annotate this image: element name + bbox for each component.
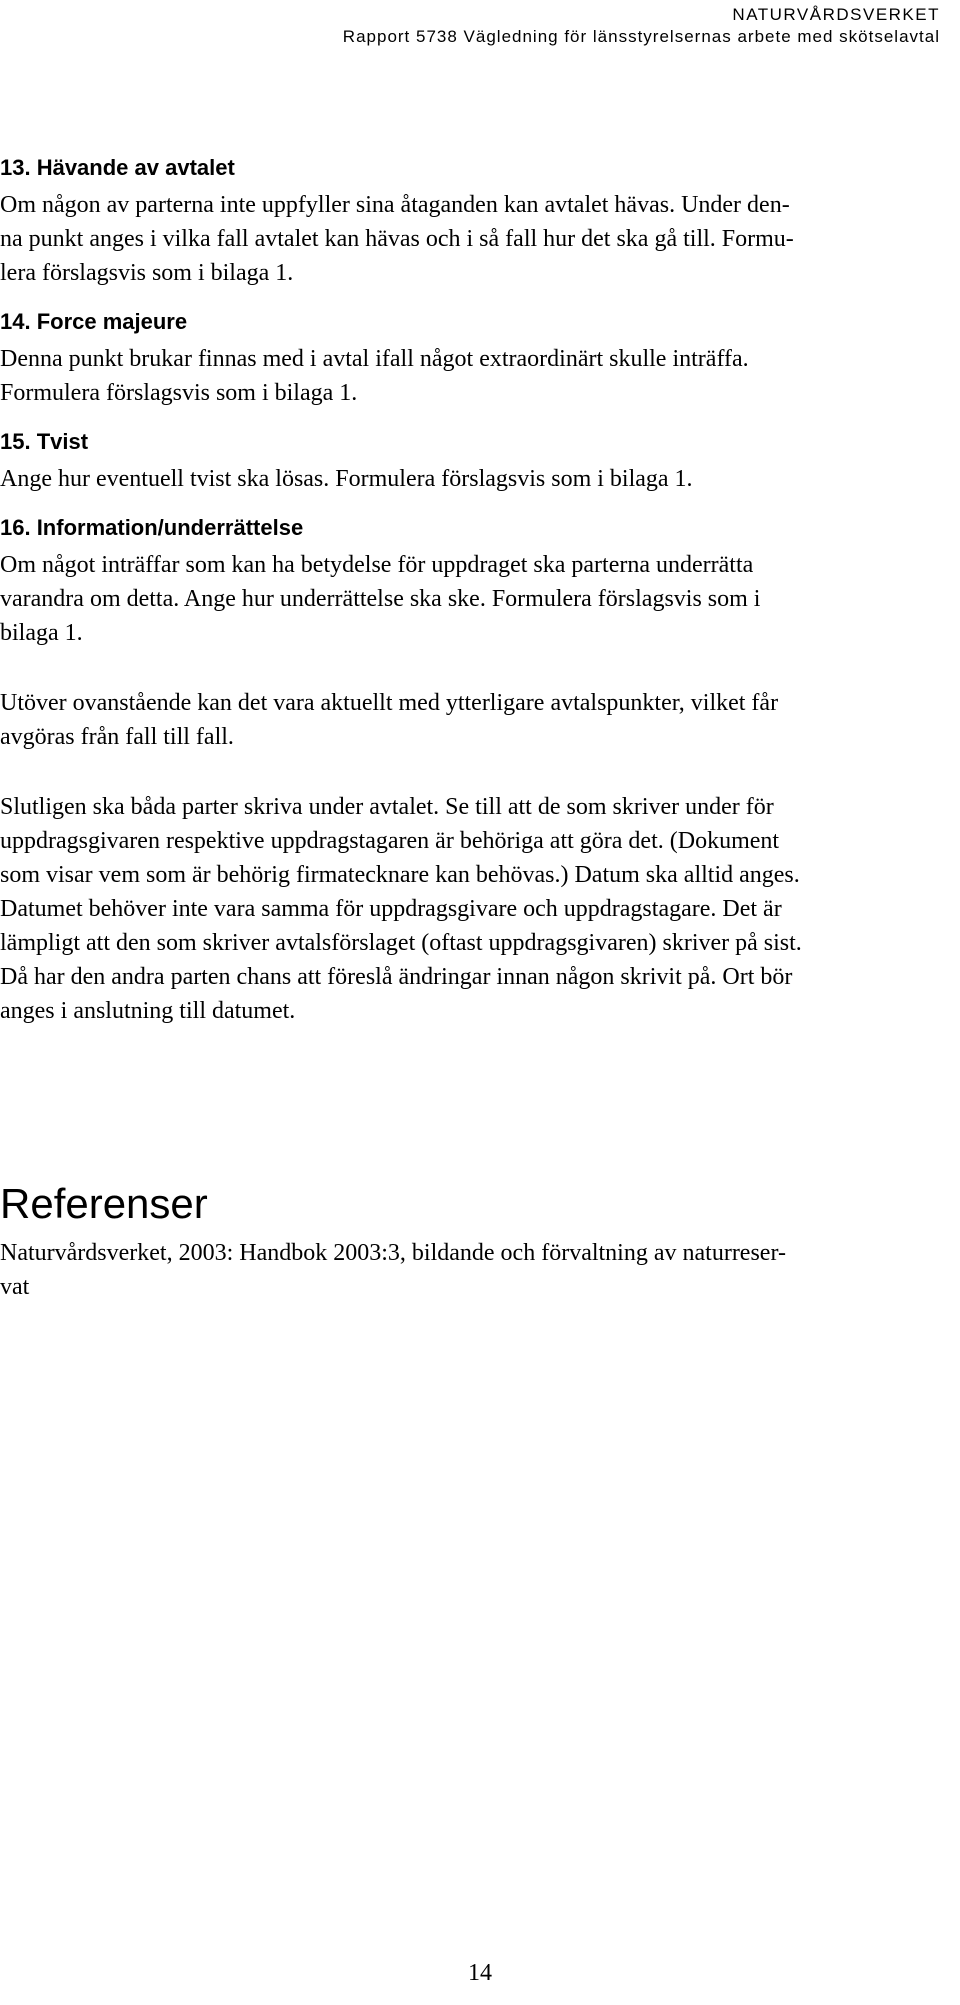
text-line: lämpligt att den som skriver avtalsförslaget (oftast uppdragsgivaren) skriver på sist. (0, 930, 802, 956)
paragraph-additional-terms (0, 686, 960, 754)
header-organization: NATURVÅRDSVERKET (732, 5, 940, 24)
section-heading: 14. Force majeure (0, 309, 188, 334)
header-report-title: Rapport 5738 Vägledning för länsstyrelsernas arbete med skötselavtal (342, 27, 940, 46)
page-number: 14 (468, 1960, 492, 1986)
text-line: Då har den andra parten chans att föreslå ändringar innan någon skrivit på. Ort bör (0, 964, 793, 990)
section-heading: 15. Tvist (0, 429, 89, 454)
section-tvist (0, 422, 960, 496)
section-body (0, 188, 960, 290)
text-line: uppdragsgivaren respektive uppdragstagaren är behöriga att göra det. (Dokument (0, 828, 780, 854)
text-line: Naturvårdsverket, 2003: Handbok 2003:3, bildande och förvaltning av naturreser- (0, 1240, 786, 1266)
text-line: Datumet behöver inte vara samma för uppdragsgivare och uppdragstagare. Det är (0, 896, 782, 922)
text-line: Denna punkt brukar finnas med i avtal ifall något extraordinärt skulle inträffa. (0, 346, 749, 372)
page-content (0, 148, 960, 1304)
references-title: Referenser (0, 1180, 208, 1227)
section-heading: 13. Hävande av avtalet (0, 155, 235, 180)
references-section (0, 1176, 960, 1304)
text-line: Ange hur eventuell tvist ska lösas. Formulera förslagsvis som i bilaga 1. (0, 466, 693, 492)
section-force-majeure (0, 302, 960, 410)
section-body (0, 462, 960, 496)
text-line: bilaga 1. (0, 620, 83, 646)
text-line: na punkt anges i vilka fall avtalet kan hävas och i så fall hur det ska gå till. Formu- (0, 226, 794, 252)
text-line: Om något inträffar som kan ha betydelse för uppdraget ska parterna underrätta (0, 552, 754, 578)
section-body (0, 342, 960, 410)
section-information (0, 508, 960, 650)
text-line: anges i anslutning till datumet. (0, 998, 296, 1024)
text-line: Utöver ovanstående kan det vara aktuellt med ytterligare avtalspunkter, vilket får (0, 690, 779, 716)
text-line: varandra om detta. Ange hur underrättelse ska ske. Formulera förslagsvis som i (0, 586, 761, 612)
text-line: avgöras från fall till fall. (0, 724, 234, 750)
text-line: Om någon av parterna inte uppfyller sina åtaganden kan avtalet hävas. Under den- (0, 192, 790, 218)
text-line: Slutligen ska båda parter skriva under avtalet. Se till att de som skriver under för (0, 794, 774, 820)
reference-entry (0, 1236, 960, 1304)
section-body (0, 548, 960, 650)
text-line: lera förslagsvis som i bilaga 1. (0, 260, 294, 286)
section-havande (0, 148, 960, 290)
section-heading: 16. Information/underrättelse (0, 515, 304, 540)
text-line: Formulera förslagsvis som i bilaga 1. (0, 380, 358, 406)
text-line: vat (0, 1274, 30, 1300)
paragraph-signing (0, 790, 960, 1028)
text-line: som visar vem som är behörig firmatecknare kan behövas.) Datum ska alltid anges. (0, 862, 800, 888)
running-header (343, 4, 940, 48)
